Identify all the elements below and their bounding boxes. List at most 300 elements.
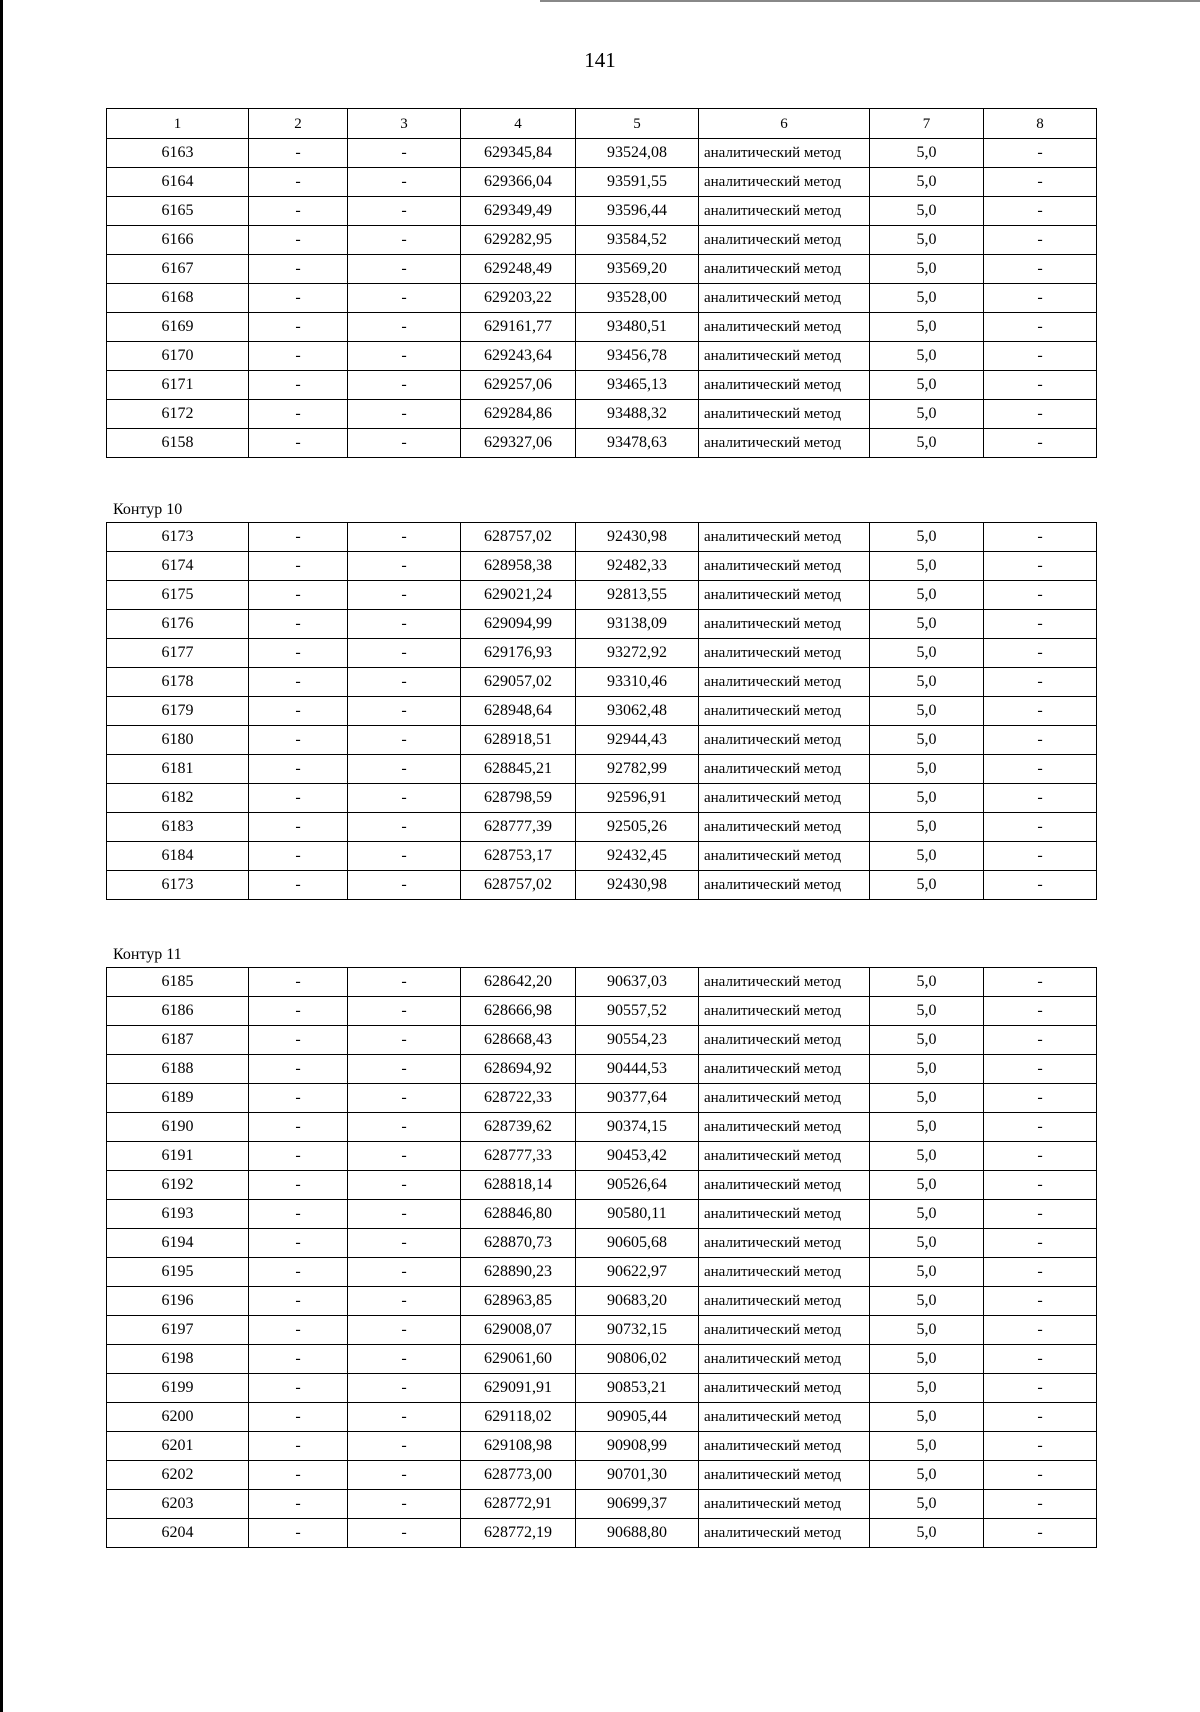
col-8-cell: - xyxy=(984,1374,1097,1403)
col-2-cell: - xyxy=(249,552,348,581)
method-cell: аналитический метод xyxy=(699,342,870,371)
table-row xyxy=(107,968,1097,997)
coord-y-cell: 90637,03 xyxy=(576,968,699,997)
column-header-1: 1 xyxy=(107,109,249,139)
col-8-cell: - xyxy=(984,1490,1097,1519)
scan-top-edge xyxy=(540,0,1200,2)
point-number-cell: 6191 xyxy=(107,1142,249,1171)
method-cell: аналитический метод xyxy=(699,429,870,458)
accuracy-cell: 5,0 xyxy=(870,997,984,1026)
point-number-cell: 6164 xyxy=(107,168,249,197)
coord-x-cell: 628958,38 xyxy=(461,552,576,581)
col-8-cell: - xyxy=(984,313,1097,342)
contour-label-11: Контур 11 xyxy=(113,946,182,963)
accuracy-cell: 5,0 xyxy=(870,1287,984,1316)
col-8-cell: - xyxy=(984,997,1097,1026)
col-3-cell: - xyxy=(348,429,461,458)
col-8-cell: - xyxy=(984,1026,1097,1055)
accuracy-cell: 5,0 xyxy=(870,1258,984,1287)
col-3-cell: - xyxy=(348,523,461,552)
col-8-cell: - xyxy=(984,1287,1097,1316)
coord-y-cell: 90853,21 xyxy=(576,1374,699,1403)
col-3-cell: - xyxy=(348,284,461,313)
method-cell: аналитический метод xyxy=(699,968,870,997)
table-row xyxy=(107,1403,1097,1432)
col-3-cell: - xyxy=(348,1461,461,1490)
point-number-cell: 6172 xyxy=(107,400,249,429)
coord-y-cell: 93456,78 xyxy=(576,342,699,371)
accuracy-cell: 5,0 xyxy=(870,968,984,997)
coord-x-cell: 628846,80 xyxy=(461,1200,576,1229)
table-row xyxy=(107,1258,1097,1287)
col-3-cell: - xyxy=(348,1055,461,1084)
coord-x-cell: 629257,06 xyxy=(461,371,576,400)
col-2-cell: - xyxy=(249,429,348,458)
point-number-cell: 6174 xyxy=(107,552,249,581)
coord-y-cell: 90732,15 xyxy=(576,1316,699,1345)
col-2-cell: - xyxy=(249,610,348,639)
col-2-cell: - xyxy=(249,1229,348,1258)
coord-y-cell: 90444,53 xyxy=(576,1055,699,1084)
table-row xyxy=(107,639,1097,668)
accuracy-cell: 5,0 xyxy=(870,1229,984,1258)
col-3-cell: - xyxy=(348,1258,461,1287)
col-3-cell: - xyxy=(348,342,461,371)
table-row xyxy=(107,226,1097,255)
col-3-cell: - xyxy=(348,139,461,168)
accuracy-cell: 5,0 xyxy=(870,697,984,726)
accuracy-cell: 5,0 xyxy=(870,197,984,226)
method-cell: аналитический метод xyxy=(699,1461,870,1490)
scan-left-edge xyxy=(0,0,3,1712)
table-row xyxy=(107,726,1097,755)
coord-x-cell: 629021,24 xyxy=(461,581,576,610)
col-8-cell: - xyxy=(984,726,1097,755)
coord-x-cell: 628890,23 xyxy=(461,1258,576,1287)
method-cell: аналитический метод xyxy=(699,1055,870,1084)
column-header-3: 3 xyxy=(348,109,461,139)
coord-y-cell: 93480,51 xyxy=(576,313,699,342)
accuracy-cell: 5,0 xyxy=(870,842,984,871)
col-3-cell: - xyxy=(348,1113,461,1142)
method-cell: аналитический метод xyxy=(699,842,870,871)
method-cell: аналитический метод xyxy=(699,1432,870,1461)
point-number-cell: 6197 xyxy=(107,1316,249,1345)
col-2-cell: - xyxy=(249,1084,348,1113)
col-2-cell: - xyxy=(249,197,348,226)
col-3-cell: - xyxy=(348,1026,461,1055)
table-row xyxy=(107,168,1097,197)
coord-y-cell: 92505,26 xyxy=(576,813,699,842)
accuracy-cell: 5,0 xyxy=(870,284,984,313)
coord-x-cell: 629203,22 xyxy=(461,284,576,313)
coord-x-cell: 628668,43 xyxy=(461,1026,576,1055)
accuracy-cell: 5,0 xyxy=(870,313,984,342)
table-row xyxy=(107,400,1097,429)
point-number-cell: 6183 xyxy=(107,813,249,842)
method-cell: аналитический метод xyxy=(699,1316,870,1345)
coord-x-cell: 628694,92 xyxy=(461,1055,576,1084)
table-row xyxy=(107,1287,1097,1316)
coord-x-cell: 628818,14 xyxy=(461,1171,576,1200)
col-3-cell: - xyxy=(348,255,461,284)
col-2-cell: - xyxy=(249,726,348,755)
point-number-cell: 6184 xyxy=(107,842,249,871)
col-3-cell: - xyxy=(348,168,461,197)
col-8-cell: - xyxy=(984,226,1097,255)
coord-x-cell: 628666,98 xyxy=(461,997,576,1026)
col-8-cell: - xyxy=(984,871,1097,900)
col-2-cell: - xyxy=(249,581,348,610)
col-2-cell: - xyxy=(249,1403,348,1432)
coord-y-cell: 92482,33 xyxy=(576,552,699,581)
coord-x-cell: 628963,85 xyxy=(461,1287,576,1316)
col-8-cell: - xyxy=(984,784,1097,813)
col-3-cell: - xyxy=(348,1316,461,1345)
accuracy-cell: 5,0 xyxy=(870,610,984,639)
col-2-cell: - xyxy=(249,697,348,726)
coord-x-cell: 628777,39 xyxy=(461,813,576,842)
accuracy-cell: 5,0 xyxy=(870,523,984,552)
col-3-cell: - xyxy=(348,639,461,668)
col-2-cell: - xyxy=(249,813,348,842)
method-cell: аналитический метод xyxy=(699,639,870,668)
table-row xyxy=(107,784,1097,813)
coord-y-cell: 93478,63 xyxy=(576,429,699,458)
point-number-cell: 6158 xyxy=(107,429,249,458)
col-2-cell: - xyxy=(249,968,348,997)
coord-y-cell: 90377,64 xyxy=(576,1084,699,1113)
point-number-cell: 6190 xyxy=(107,1113,249,1142)
col-2-cell: - xyxy=(249,313,348,342)
point-number-cell: 6201 xyxy=(107,1432,249,1461)
table-row xyxy=(107,1461,1097,1490)
accuracy-cell: 5,0 xyxy=(870,226,984,255)
method-cell: аналитический метод xyxy=(699,1403,870,1432)
accuracy-cell: 5,0 xyxy=(870,726,984,755)
point-number-cell: 6173 xyxy=(107,523,249,552)
col-2-cell: - xyxy=(249,997,348,1026)
accuracy-cell: 5,0 xyxy=(870,342,984,371)
col-8-cell: - xyxy=(984,552,1097,581)
col-8-cell: - xyxy=(984,581,1097,610)
method-cell: аналитический метод xyxy=(699,197,870,226)
method-cell: аналитический метод xyxy=(699,139,870,168)
accuracy-cell: 5,0 xyxy=(870,871,984,900)
col-8-cell: - xyxy=(984,842,1097,871)
method-cell: аналитический метод xyxy=(699,1519,870,1548)
coord-x-cell: 628722,33 xyxy=(461,1084,576,1113)
column-header-7: 7 xyxy=(870,109,984,139)
col-3-cell: - xyxy=(348,581,461,610)
method-cell: аналитический метод xyxy=(699,784,870,813)
accuracy-cell: 5,0 xyxy=(870,1026,984,1055)
col-8-cell: - xyxy=(984,1403,1097,1432)
coord-y-cell: 93528,00 xyxy=(576,284,699,313)
coord-x-cell: 629349,49 xyxy=(461,197,576,226)
table-row xyxy=(107,1084,1097,1113)
accuracy-cell: 5,0 xyxy=(870,1055,984,1084)
accuracy-cell: 5,0 xyxy=(870,168,984,197)
coord-y-cell: 92596,91 xyxy=(576,784,699,813)
point-number-cell: 6202 xyxy=(107,1461,249,1490)
method-cell: аналитический метод xyxy=(699,400,870,429)
col-3-cell: - xyxy=(348,1084,461,1113)
method-cell: аналитический метод xyxy=(699,226,870,255)
table-row xyxy=(107,1519,1097,1548)
col-3-cell: - xyxy=(348,842,461,871)
column-header-5: 5 xyxy=(576,109,699,139)
col-8-cell: - xyxy=(984,1142,1097,1171)
method-cell: аналитический метод xyxy=(699,371,870,400)
col-2-cell: - xyxy=(249,523,348,552)
table-row xyxy=(107,313,1097,342)
table-row xyxy=(107,342,1097,371)
table-row xyxy=(107,523,1097,552)
method-cell: аналитический метод xyxy=(699,255,870,284)
accuracy-cell: 5,0 xyxy=(870,1171,984,1200)
coord-y-cell: 92430,98 xyxy=(576,871,699,900)
point-number-cell: 6165 xyxy=(107,197,249,226)
column-header-6: 6 xyxy=(699,109,870,139)
coord-y-cell: 92430,98 xyxy=(576,523,699,552)
col-8-cell: - xyxy=(984,255,1097,284)
method-cell: аналитический метод xyxy=(699,1258,870,1287)
accuracy-cell: 5,0 xyxy=(870,1142,984,1171)
table-row xyxy=(107,813,1097,842)
coord-y-cell: 90806,02 xyxy=(576,1345,699,1374)
table-row xyxy=(107,552,1097,581)
col-2-cell: - xyxy=(249,1287,348,1316)
col-2-cell: - xyxy=(249,784,348,813)
coord-x-cell: 629094,99 xyxy=(461,610,576,639)
coord-x-cell: 628777,33 xyxy=(461,1142,576,1171)
point-number-cell: 6203 xyxy=(107,1490,249,1519)
col-8-cell: - xyxy=(984,1432,1097,1461)
coord-x-cell: 629282,95 xyxy=(461,226,576,255)
accuracy-cell: 5,0 xyxy=(870,755,984,784)
coord-x-cell: 628948,64 xyxy=(461,697,576,726)
point-number-cell: 6192 xyxy=(107,1171,249,1200)
col-3-cell: - xyxy=(348,668,461,697)
table-row xyxy=(107,1490,1097,1519)
col-8-cell: - xyxy=(984,1258,1097,1287)
point-number-cell: 6176 xyxy=(107,610,249,639)
coord-x-cell: 628642,20 xyxy=(461,968,576,997)
col-2-cell: - xyxy=(249,1258,348,1287)
col-8-cell: - xyxy=(984,1055,1097,1084)
column-header-8: 8 xyxy=(984,109,1097,139)
header-row xyxy=(107,109,1097,139)
coord-y-cell: 90557,52 xyxy=(576,997,699,1026)
accuracy-cell: 5,0 xyxy=(870,429,984,458)
contour-label-10: Контур 10 xyxy=(113,501,183,518)
col-8-cell: - xyxy=(984,1113,1097,1142)
accuracy-cell: 5,0 xyxy=(870,400,984,429)
coord-x-cell: 629284,86 xyxy=(461,400,576,429)
accuracy-cell: 5,0 xyxy=(870,784,984,813)
col-3-cell: - xyxy=(348,784,461,813)
method-cell: аналитический метод xyxy=(699,313,870,342)
col-3-cell: - xyxy=(348,1200,461,1229)
column-header-4: 4 xyxy=(461,109,576,139)
point-number-cell: 6170 xyxy=(107,342,249,371)
accuracy-cell: 5,0 xyxy=(870,639,984,668)
coord-y-cell: 93596,44 xyxy=(576,197,699,226)
point-number-cell: 6189 xyxy=(107,1084,249,1113)
coord-y-cell: 90905,44 xyxy=(576,1403,699,1432)
coord-x-cell: 629108,98 xyxy=(461,1432,576,1461)
accuracy-cell: 5,0 xyxy=(870,139,984,168)
coord-y-cell: 90453,42 xyxy=(576,1142,699,1171)
method-cell: аналитический метод xyxy=(699,284,870,313)
coord-x-cell: 628739,62 xyxy=(461,1113,576,1142)
method-cell: аналитический метод xyxy=(699,168,870,197)
coord-x-cell: 628773,00 xyxy=(461,1461,576,1490)
col-2-cell: - xyxy=(249,139,348,168)
col-3-cell: - xyxy=(348,1374,461,1403)
table-row xyxy=(107,697,1097,726)
coord-x-cell: 629176,93 xyxy=(461,639,576,668)
col-8-cell: - xyxy=(984,1200,1097,1229)
col-2-cell: - xyxy=(249,226,348,255)
coord-y-cell: 92813,55 xyxy=(576,581,699,610)
col-2-cell: - xyxy=(249,1171,348,1200)
coord-y-cell: 92432,45 xyxy=(576,842,699,871)
col-8-cell: - xyxy=(984,668,1097,697)
coord-x-cell: 629161,77 xyxy=(461,313,576,342)
table-row xyxy=(107,1142,1097,1171)
col-2-cell: - xyxy=(249,1142,348,1171)
col-3-cell: - xyxy=(348,968,461,997)
point-number-cell: 6163 xyxy=(107,139,249,168)
method-cell: аналитический метод xyxy=(699,1229,870,1258)
table-row xyxy=(107,755,1097,784)
point-number-cell: 6169 xyxy=(107,313,249,342)
table-row xyxy=(107,871,1097,900)
col-3-cell: - xyxy=(348,1142,461,1171)
coord-x-cell: 629008,07 xyxy=(461,1316,576,1345)
col-2-cell: - xyxy=(249,284,348,313)
table-row xyxy=(107,1374,1097,1403)
coord-y-cell: 93584,52 xyxy=(576,226,699,255)
point-number-cell: 6198 xyxy=(107,1345,249,1374)
method-cell: аналитический метод xyxy=(699,997,870,1026)
col-3-cell: - xyxy=(348,871,461,900)
accuracy-cell: 5,0 xyxy=(870,1432,984,1461)
point-number-cell: 6171 xyxy=(107,371,249,400)
col-2-cell: - xyxy=(249,871,348,900)
col-2-cell: - xyxy=(249,1461,348,1490)
coord-y-cell: 93138,09 xyxy=(576,610,699,639)
method-cell: аналитический метод xyxy=(699,755,870,784)
coord-x-cell: 629248,49 xyxy=(461,255,576,284)
col-3-cell: - xyxy=(348,226,461,255)
accuracy-cell: 5,0 xyxy=(870,1519,984,1548)
accuracy-cell: 5,0 xyxy=(870,1461,984,1490)
method-cell: аналитический метод xyxy=(699,581,870,610)
col-2-cell: - xyxy=(249,755,348,784)
method-cell: аналитический метод xyxy=(699,1026,870,1055)
point-number-cell: 6200 xyxy=(107,1403,249,1432)
table-row xyxy=(107,139,1097,168)
coord-y-cell: 93591,55 xyxy=(576,168,699,197)
accuracy-cell: 5,0 xyxy=(870,1490,984,1519)
col-3-cell: - xyxy=(348,726,461,755)
col-8-cell: - xyxy=(984,755,1097,784)
col-8-cell: - xyxy=(984,1171,1097,1200)
table-row xyxy=(107,668,1097,697)
col-8-cell: - xyxy=(984,1519,1097,1548)
point-number-cell: 6186 xyxy=(107,997,249,1026)
point-number-cell: 6199 xyxy=(107,1374,249,1403)
accuracy-cell: 5,0 xyxy=(870,1345,984,1374)
coord-y-cell: 90701,30 xyxy=(576,1461,699,1490)
point-number-cell: 6196 xyxy=(107,1287,249,1316)
accuracy-cell: 5,0 xyxy=(870,1084,984,1113)
coord-y-cell: 90580,11 xyxy=(576,1200,699,1229)
col-2-cell: - xyxy=(249,668,348,697)
col-2-cell: - xyxy=(249,1316,348,1345)
col-3-cell: - xyxy=(348,610,461,639)
coord-x-cell: 629243,64 xyxy=(461,342,576,371)
col-8-cell: - xyxy=(984,1461,1097,1490)
coord-x-cell: 628798,59 xyxy=(461,784,576,813)
point-number-cell: 6193 xyxy=(107,1200,249,1229)
coord-y-cell: 90908,99 xyxy=(576,1432,699,1461)
table-row xyxy=(107,429,1097,458)
accuracy-cell: 5,0 xyxy=(870,255,984,284)
col-8-cell: - xyxy=(984,1316,1097,1345)
method-cell: аналитический метод xyxy=(699,523,870,552)
table-row xyxy=(107,1345,1097,1374)
point-number-cell: 6180 xyxy=(107,726,249,755)
coord-y-cell: 92782,99 xyxy=(576,755,699,784)
coord-x-cell: 629091,91 xyxy=(461,1374,576,1403)
col-3-cell: - xyxy=(348,755,461,784)
col-8-cell: - xyxy=(984,168,1097,197)
coord-x-cell: 629057,02 xyxy=(461,668,576,697)
col-8-cell: - xyxy=(984,610,1097,639)
coord-y-cell: 90699,37 xyxy=(576,1490,699,1519)
point-number-cell: 6181 xyxy=(107,755,249,784)
accuracy-cell: 5,0 xyxy=(870,581,984,610)
method-cell: аналитический метод xyxy=(699,610,870,639)
col-3-cell: - xyxy=(348,197,461,226)
coord-x-cell: 628918,51 xyxy=(461,726,576,755)
col-8-cell: - xyxy=(984,284,1097,313)
col-3-cell: - xyxy=(348,813,461,842)
method-cell: аналитический метод xyxy=(699,1200,870,1229)
point-number-cell: 6179 xyxy=(107,697,249,726)
point-number-cell: 6177 xyxy=(107,639,249,668)
col-2-cell: - xyxy=(249,168,348,197)
coord-x-cell: 629327,06 xyxy=(461,429,576,458)
table-row xyxy=(107,997,1097,1026)
col-3-cell: - xyxy=(348,1171,461,1200)
method-cell: аналитический метод xyxy=(699,697,870,726)
col-3-cell: - xyxy=(348,371,461,400)
coord-y-cell: 90526,64 xyxy=(576,1171,699,1200)
coord-x-cell: 629366,04 xyxy=(461,168,576,197)
coord-y-cell: 90554,23 xyxy=(576,1026,699,1055)
table-row xyxy=(107,1171,1097,1200)
col-8-cell: - xyxy=(984,400,1097,429)
col-3-cell: - xyxy=(348,1519,461,1548)
col-3-cell: - xyxy=(348,1403,461,1432)
coord-y-cell: 93569,20 xyxy=(576,255,699,284)
col-8-cell: - xyxy=(984,1345,1097,1374)
